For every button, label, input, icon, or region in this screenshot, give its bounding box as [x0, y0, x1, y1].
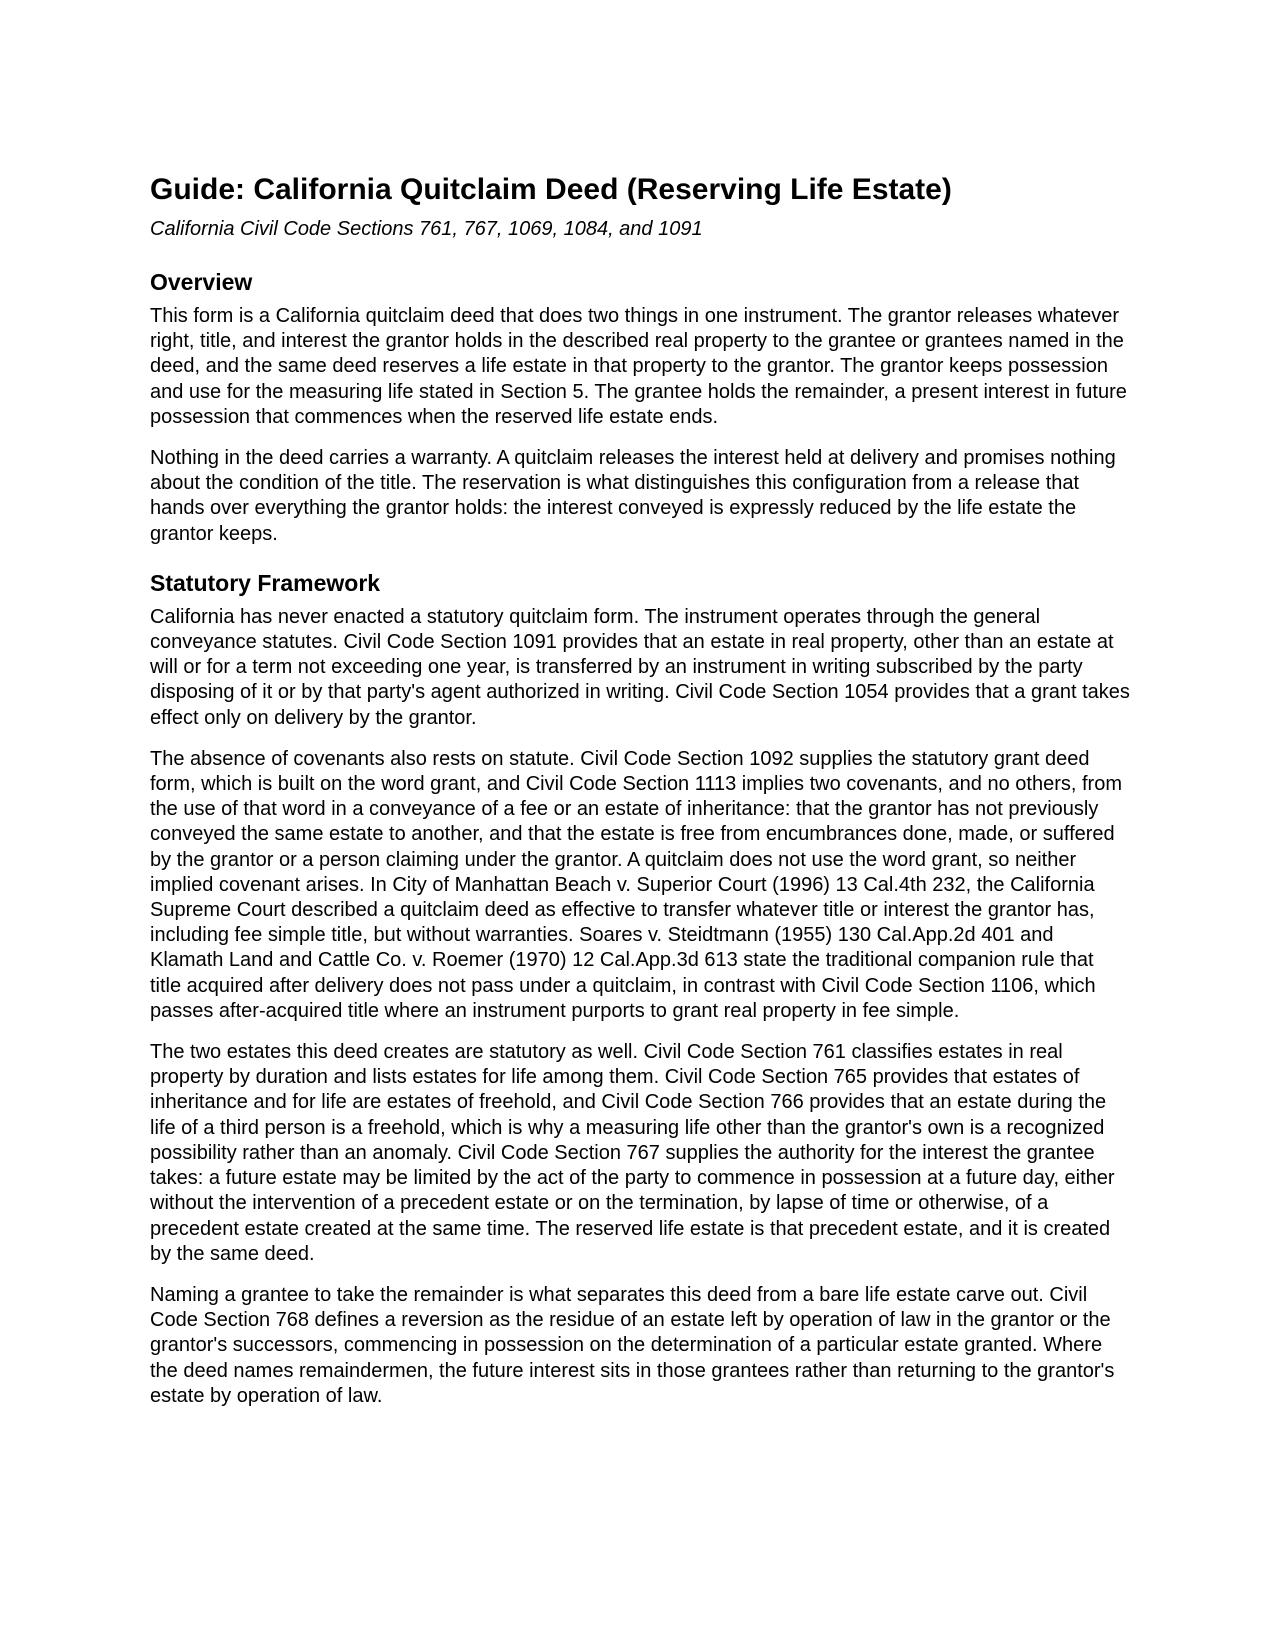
overview-paragraph-1: This form is a California quitclaim deed that does two things in one instrument. The grantor releases whatever right, title, and interest the grantor holds in the described real property to the grantee or grantees named in the deed, and the same deed reserves a life estate in that property to the grantor. The grantor keeps possession and use for the measuring life stated in Section 5. The grantee holds the remainder, a present interest in future possession that commences when the reserved life estate ends.	[150, 305, 1127, 428]
section-statutory-framework	[150, 569, 1130, 1409]
framework-paragraph-4: Naming a grantee to take the remainder is what separates this deed from a bare life estate carve out. Civil Code Section 768 defines a reversion as the residue of an estate left by operation of law in the grantor or the grantor's successors, commencing in possession on the determination of a particular estate granted. Where the deed names remaindermen, the future interest sits in those grantees rather than returning to the grantor's estate by operation of law.	[150, 1283, 1115, 1407]
section-heading-overview: Overview	[150, 269, 253, 295]
section-heading-statutory-framework: Statutory Framework	[150, 569, 381, 596]
document-page	[150, 172, 1130, 1409]
overview-paragraph-2: Nothing in the deed carries a warranty. A quitclaim releases the interest held at delivery and promises nothing about the condition of the title. The reservation is what distinguishes this configuration from a release that hands over everything the grantor holds: the interest conveyed is expressly reduced by the life estate the grantor keeps.	[150, 447, 1116, 545]
document-subtitle: California Civil Code Sections 761, 767, 1069, 1084, and 1091	[150, 218, 703, 240]
section-overview	[150, 268, 1130, 547]
document-title: Guide: California Quitclaim Deed (Reserving Life Estate)	[150, 173, 952, 206]
framework-paragraph-2: The absence of covenants also rests on statute. Civil Code Section 1092 supplies the statutory grant deed form, which is built on the word grant, and Civil Code Section 1113 implies two covenants, and no others, from the use of that word in a conveyance of a fee or an estate of inheritance: that the grantor has not previously conveyed the same estate to another, and that the estate is free from encumbrances done, made, or suffered by the grantor or a person claiming under the grantor. A quitclaim does not use the word grant, so neither implied covenant arises. In City of Manhattan Beach v. Superior Court (1996) 13 Cal.4th 232, the California Supreme Court described a quitclaim deed as effective to transfer whatever title or interest the grantor has, including fee simple title, but without warranties. Soares v. Steidtmann (1955) 130 Cal.App.2d 401 and Klamath Land and Cattle Co. v. Roemer (1970) 12 Cal.App.3d 613 state the traditional companion rule that title acquired after delivery does not pass under a quitclaim, in contrast with Civil Code Section 1106, which passes after-acquired title where an instrument purports to grant real property in fee simple.	[150, 747, 1122, 1022]
framework-paragraph-3: The two estates this deed creates are statutory as well. Civil Code Section 761 classifies estates in real property by duration and lists estates for life among them. Civil Code Section 765 provides that estates of inheritance and for life are estates of freehold, and Civil Code Section 766 provides that an estate during the life of a third person is a freehold, which is why a measuring life other than the grantor's own is a recognized possibility rather than an anomaly. Civil Code Section 767 supplies the authority for the interest the grantee takes: a future estate may be limited by the act of the party to commence in possession at a future day, either without the intervention of a precedent estate or on the termination, by lapse of time or otherwise, of a precedent estate created at the same time. The reserved life estate is that precedent estate, and it is created by the same deed.	[150, 1041, 1115, 1265]
framework-paragraph-1: California has never enacted a statutory quitclaim form. The instrument operates through the general conveyance statutes. Civil Code Section 1091 provides that an estate in real property, other than an estate at will or for a term not exceeding one year, is transferred by an instrument in writing subscribed by the party disposing of it or by that party's agent authorized in writing. Civil Code Section 1054 provides that a grant takes effect only on delivery by the grantor.	[150, 605, 1130, 729]
